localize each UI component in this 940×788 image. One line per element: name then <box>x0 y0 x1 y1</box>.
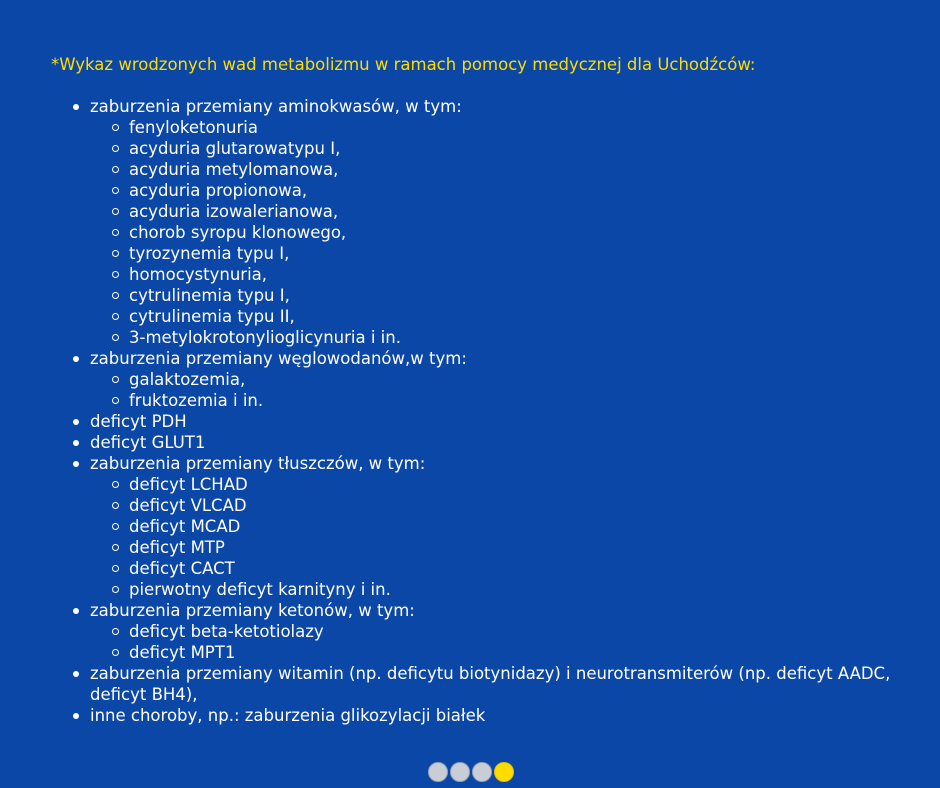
sub-list-item: deficyt VLCAD <box>90 495 911 516</box>
list-item <box>51 453 911 600</box>
sub-list-item: chorob syropu klonowego, <box>90 222 911 243</box>
list-item-label: zaburzenia przemiany węglowodanów,w tym: <box>90 349 467 368</box>
pagination-dot[interactable] <box>472 762 492 782</box>
sub-list-item: pierwotny deficyt karnityny i in. <box>90 579 911 600</box>
pagination-dots <box>428 762 514 782</box>
sub-list-item: acyduria izowalerianowa, <box>90 201 911 222</box>
sub-list-item: acyduria glutarowatypu I, <box>90 138 911 159</box>
sub-list-item: fruktozemia i in. <box>90 390 911 411</box>
list-item-label: inne choroby, np.: zaburzenia glikozylacji białek <box>90 706 486 725</box>
list-item <box>51 600 911 663</box>
sub-list <box>90 117 911 348</box>
sub-list-item: cytrulinemia typu I, <box>90 285 911 306</box>
sub-list <box>90 369 911 411</box>
sub-list-item: homocystynuria, <box>90 264 911 285</box>
sub-list-item: acyduria propionowa, <box>90 180 911 201</box>
pagination-dot[interactable] <box>494 762 514 782</box>
sub-list-item: 3-metylokrotonylioglicynuria i in. <box>90 327 911 348</box>
list-item-label: deficyt GLUT1 <box>90 433 206 452</box>
sub-list-item: deficyt beta-ketotiolazy <box>90 621 911 642</box>
sub-list-item: deficyt MPT1 <box>90 642 911 663</box>
pagination-dot[interactable] <box>428 762 448 782</box>
sub-list-item: acyduria metylomanowa, <box>90 159 911 180</box>
list-item-label: zaburzenia przemiany ketonów, w tym: <box>90 601 415 620</box>
metabolic-disorders-list <box>51 96 911 726</box>
sub-list <box>90 621 911 663</box>
sub-list <box>90 474 911 600</box>
sub-list-item: cytrulinemia typu II, <box>90 306 911 327</box>
sub-list-item: deficyt MCAD <box>90 516 911 537</box>
sub-list-item: tyrozynemia typu I, <box>90 243 911 264</box>
sub-list-item: fenyloketonuria <box>90 117 911 138</box>
page-heading: *Wykaz wrodzonych wad metabolizmu w ramach pomocy medycznej dla Uchodźców: <box>51 55 756 74</box>
pagination-dot[interactable] <box>450 762 470 782</box>
list-item <box>51 705 911 726</box>
list-item <box>51 96 911 348</box>
sub-list-item: deficyt MTP <box>90 537 911 558</box>
list-item-label: zaburzenia przemiany tłuszczów, w tym: <box>90 454 426 473</box>
sub-list-item: galaktozemia, <box>90 369 911 390</box>
list-item <box>51 348 911 411</box>
sub-list-item: deficyt LCHAD <box>90 474 911 495</box>
list-item <box>51 432 911 453</box>
list-item-label: deficyt PDH <box>90 412 187 431</box>
sub-list-item: deficyt CACT <box>90 558 911 579</box>
list-item <box>51 411 911 432</box>
list-item <box>51 663 911 705</box>
list-item-label: zaburzenia przemiany witamin (np. deficytu biotynidazy) i neurotransmiterów (np. deficyt AADC, deficyt BH4), <box>90 664 891 704</box>
list-item-label: zaburzenia przemiany aminokwasów, w tym: <box>90 97 462 116</box>
